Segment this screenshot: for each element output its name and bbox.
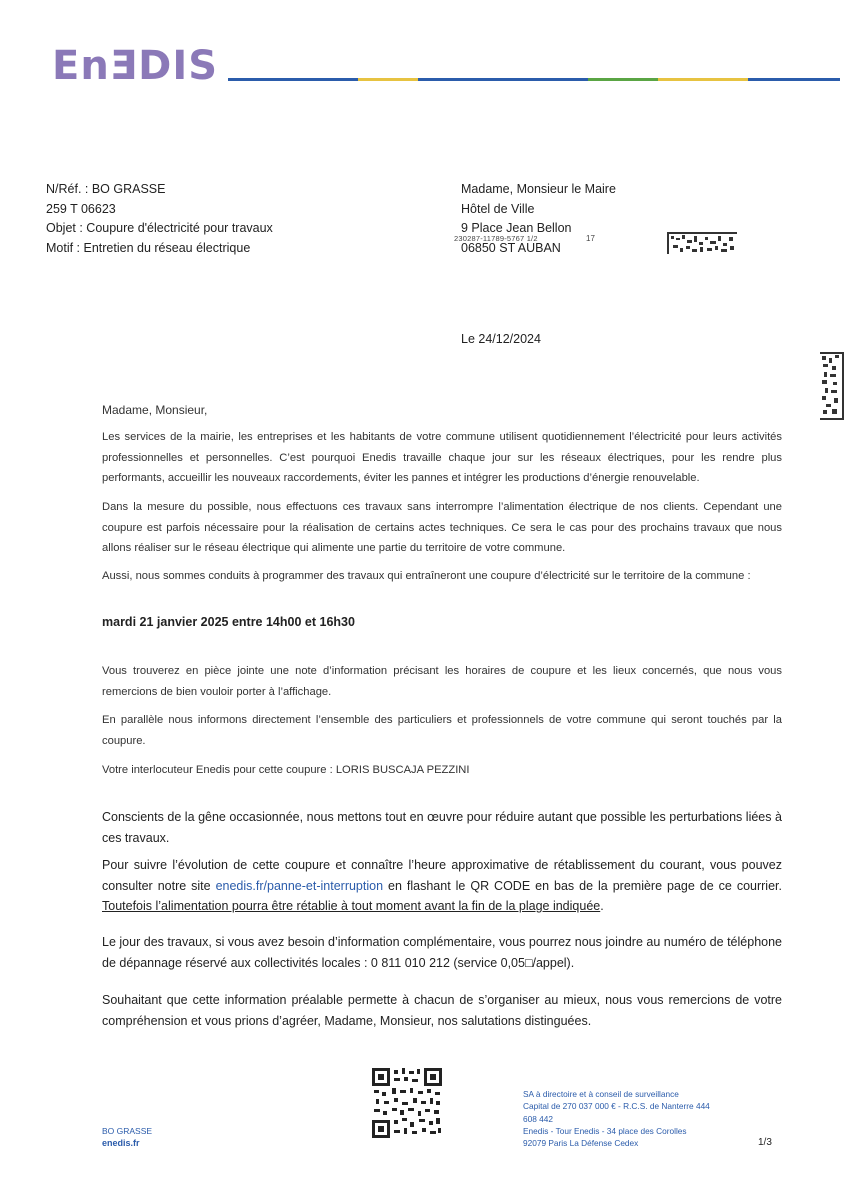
recipient-line3: 9 Place Jean Bellon	[461, 221, 572, 235]
tracking-number: 17	[586, 234, 595, 243]
side-datamatrix	[820, 352, 844, 420]
sender-signature	[102, 1125, 152, 1149]
paragraph-5: En parallèle nous informons directement l’ensemble des particuliers et professionnels de votre commune qui seront touchés par la coupure.	[102, 714, 782, 747]
legal-line-1: SA à directoire et à conseil de surveillance	[523, 1089, 679, 1099]
legal-line-4: Enedis - Tour Enedis - 34 place des Corolles	[523, 1125, 687, 1136]
qr-code[interactable]	[372, 1068, 442, 1138]
recipient-address	[461, 180, 616, 258]
legal-line-5: 92079 Paris La Défense Cedex	[523, 1138, 639, 1149]
paragraph-2: Dans la mesure du possible, nous effectuons ces travaux sans interrompre l’alimentation électrique de nos clients. Cependant une coupure est parfois nécessaire pour la réalisation de certains actes techniques. Ce sera le cas pour des prochains travaux que nous allons réaliser sur le réseau électrique qui alimente une partie du territoire de votre commune.	[102, 501, 782, 554]
legal-line-2: Capital de 270 037 000 € - R.C.S. de Nanterre 444	[523, 1101, 710, 1112]
reference-object: Objet : Coupure d'électricité pour travaux	[46, 221, 273, 235]
paragraph-closing: Souhaitant que cette information préalable permette à chacun de s’organiser au mieux, nous vous remercions de votre compréhension et vous prions d’agréer, Madame, Monsieur, nos salutations distinguées.	[102, 993, 782, 1028]
tracking-code: 230287-11789-5767 1/2	[454, 234, 538, 243]
salutation: Madame, Monsieur,	[102, 403, 208, 417]
sender-name: BO GRASSE	[102, 1126, 153, 1136]
page-number: 1/3	[758, 1137, 772, 1148]
paragraph-3: Aussi, nous sommes conduits à programmer des travaux qui entraîneront une coupure d’électricité sur le territoire de la commune :	[102, 570, 751, 582]
datamatrix-barcode	[667, 232, 737, 254]
recipient-line2: Hôtel de Ville	[461, 201, 535, 216]
recipient-line1: Madame, Monsieur le Maire	[461, 182, 616, 196]
logo-divider-line	[228, 78, 840, 81]
sender-website[interactable]: enedis.fr	[102, 1138, 140, 1148]
letter-date: Le 24/12/2024	[461, 332, 541, 346]
outage-website-link[interactable]: enedis.fr/panne-et-interruption	[215, 878, 384, 893]
restoration-notice: Toutefois l’alimentation pourra être rétablie à tout moment avant la fin de la plage indiquée	[102, 899, 601, 913]
legal-mentions	[523, 1088, 710, 1149]
enedis-logo: EnƎDIS	[52, 43, 219, 89]
reference-block	[46, 180, 273, 258]
restoration-notice-end: .	[600, 899, 604, 913]
tracking-text-before: Pour suivre l’évolution de cette coupure et connaître l’heure approximative de rétablissement du courant, vous pouvez consulter notre site	[102, 858, 782, 893]
paragraph-phone: Le jour des travaux, si vous avez besoin d’information complémentaire, vous pourrez nous joindre au numéro de téléphone de dépannage réservé aux collectivités locales : 0 811 010 212 (service 0,05□/appel).	[102, 935, 782, 970]
contact-person: Votre interlocuteur Enedis pour cette coupure : LORIS BUSCAJA PEZZINI	[102, 764, 470, 776]
paragraph-apology: Conscients de la gêne occasionnée, nous mettons tout en œuvre pour réduire autant que possible les perturbations liées à ces travaux.	[102, 810, 782, 845]
legal-line-3: 608 442	[523, 1113, 553, 1124]
recipient-line4: 06850 ST AUBAN	[461, 240, 561, 255]
outage-date: mardi 21 janvier 2025 entre 14h00 et 16h30	[102, 615, 355, 629]
paragraph-4: Vous trouverez en pièce jointe une note d’information précisant les horaires de coupure et les lieux concernés, que nous vous remercions de bien vouloir porter à l’affichage.	[102, 665, 782, 698]
paragraph-tracking	[102, 855, 782, 917]
reference-nref: N/Réf. : BO GRASSE	[46, 182, 166, 196]
reference-number: 259 T 06623	[46, 201, 116, 216]
tracking-text-after: en flashant le QR CODE en bas de la première page de ce courrier.	[383, 878, 782, 893]
reference-motif: Motif : Entretien du réseau électrique	[46, 240, 251, 255]
paragraph-1: Les services de la mairie, les entreprises et les habitants de votre commune utilisent quotidiennement l’électricité pour leurs activités professionnelles et personnelles. C’est pourquoi Enedis travaille chaque jour sur les réseaux électriques, pour les rendre plus performants, accueillir les nouveaux raccordements, éviter les pannes et intégrer les productions d’énergie renouvelable.	[102, 431, 782, 484]
